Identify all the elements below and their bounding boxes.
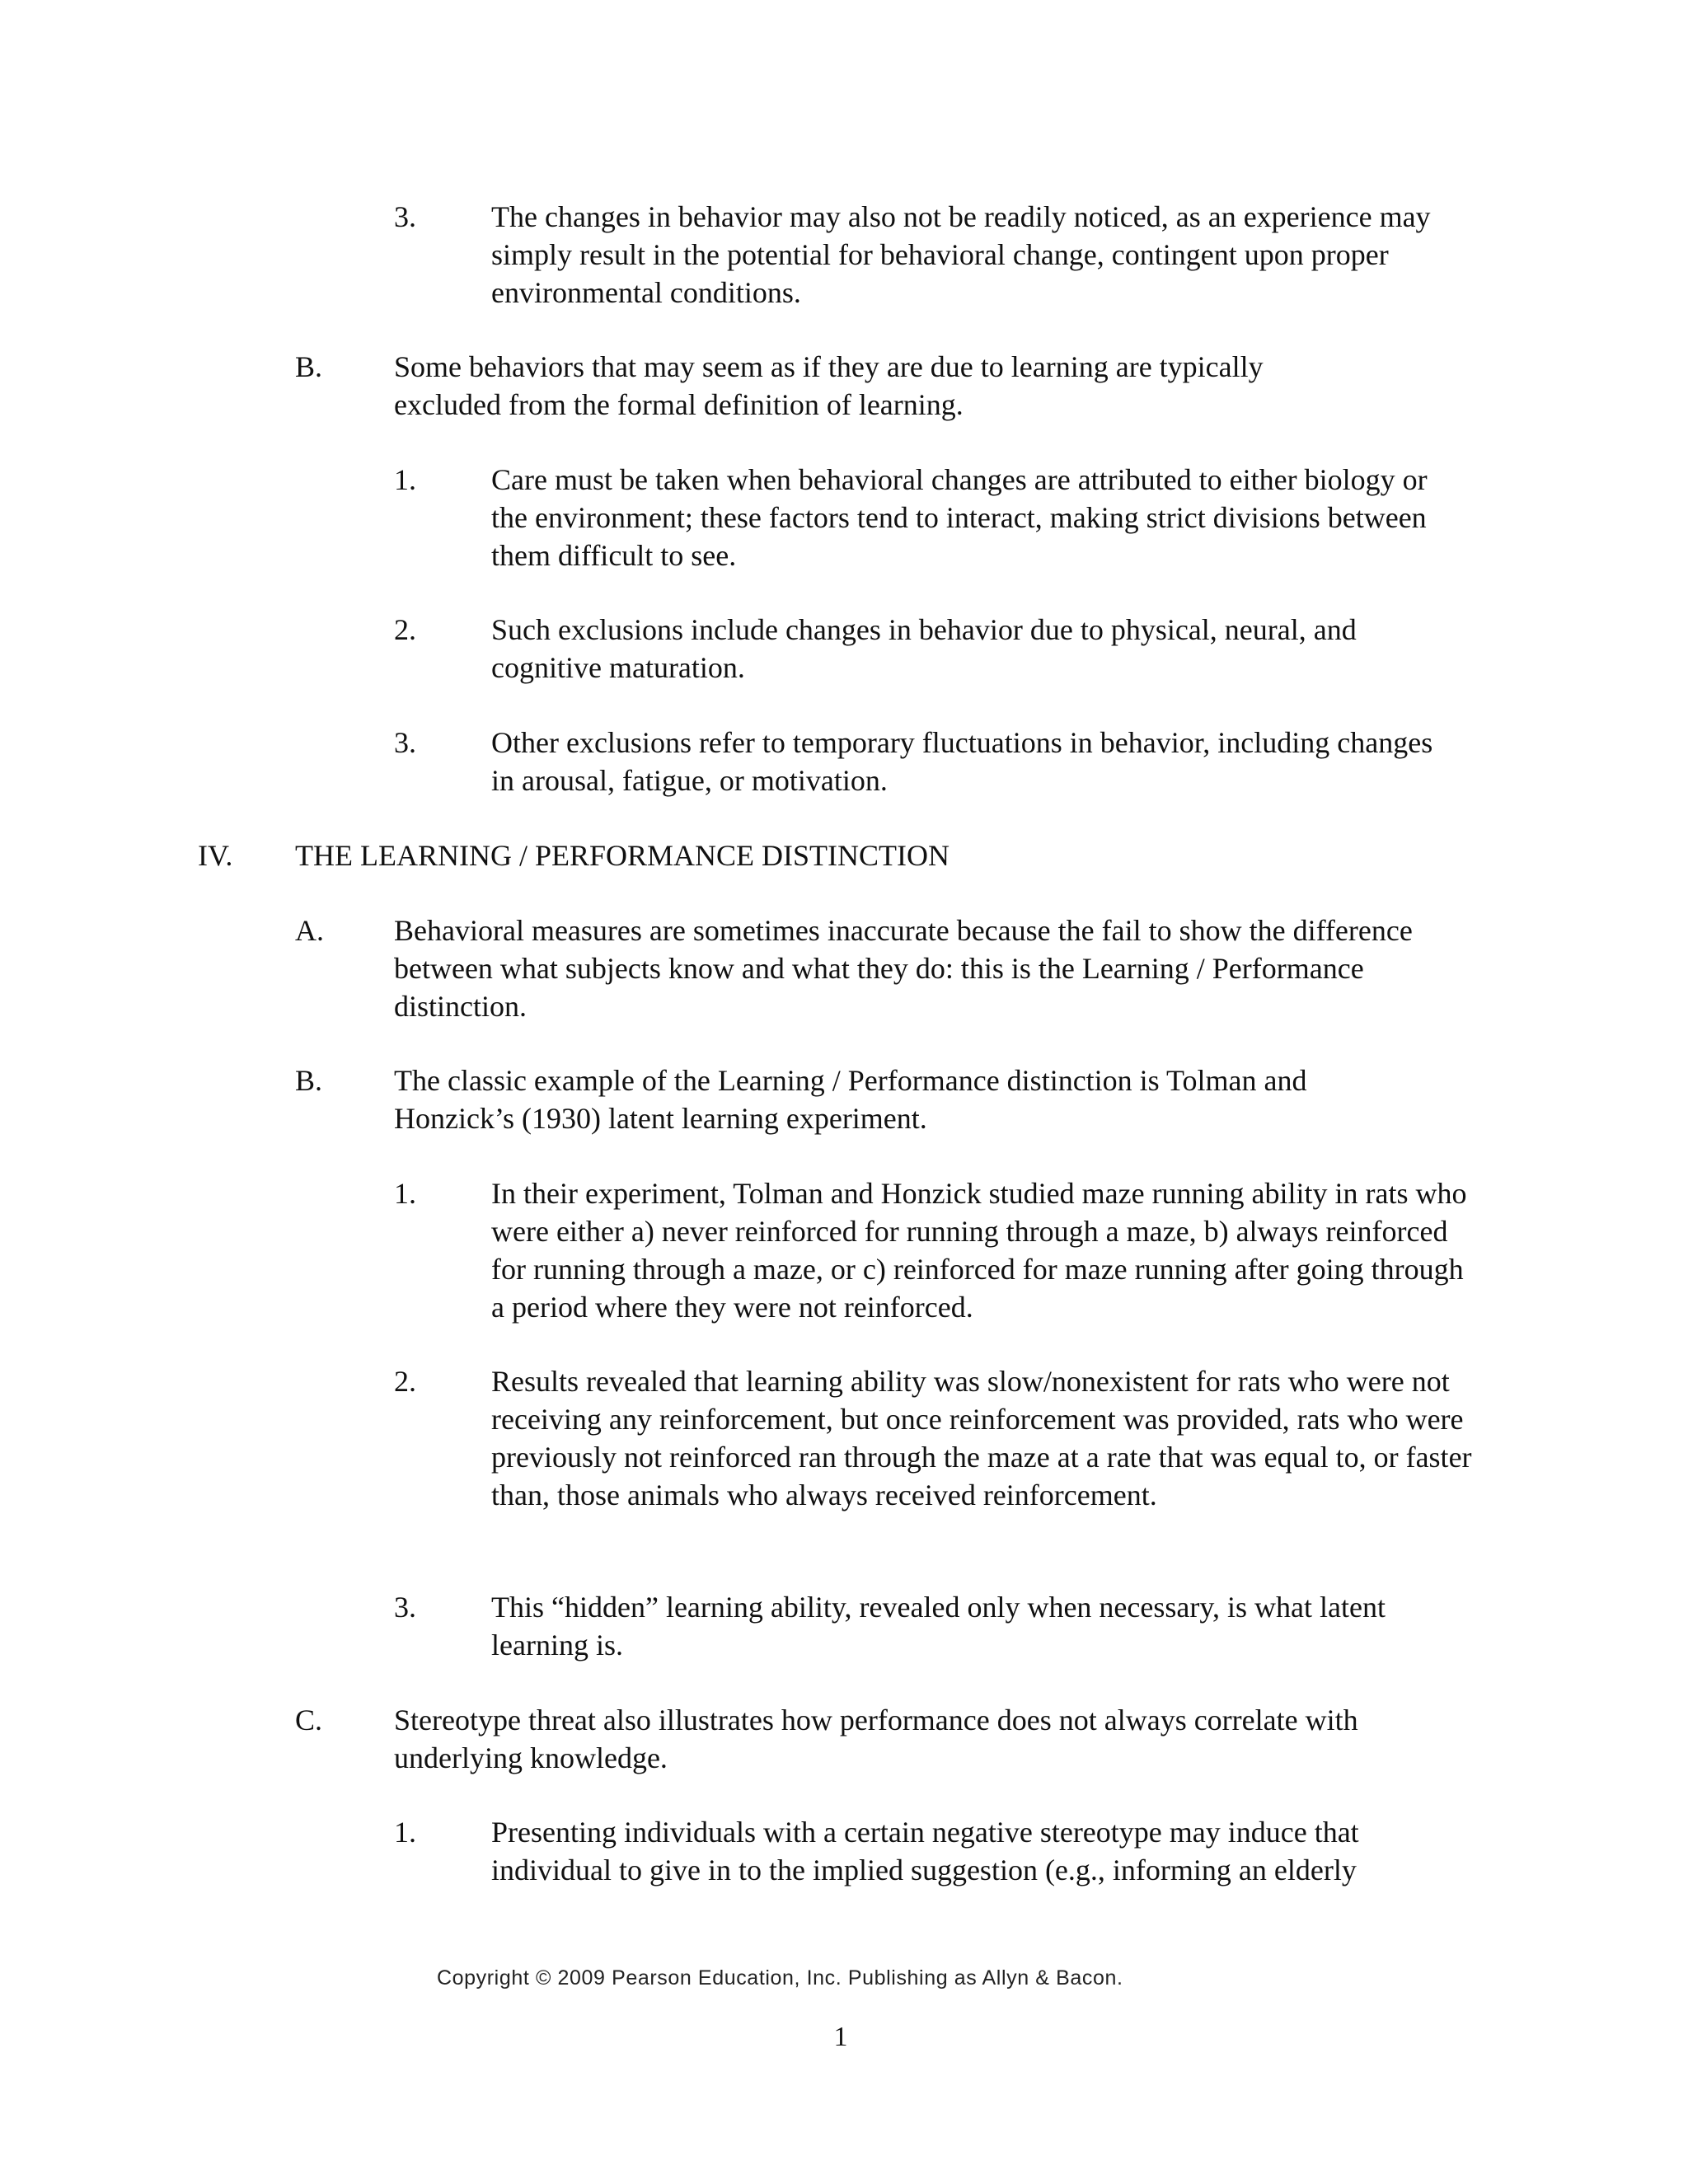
item-letter: C. bbox=[295, 1704, 323, 1736]
item-number: 1. bbox=[394, 463, 416, 496]
page-number: 1 bbox=[833, 2022, 848, 2052]
item-number: 3. bbox=[394, 1591, 416, 1624]
item-text: Other exclusions refer to temporary fluctuations in behavior, including changes in arousal, fatigue, or motivation. bbox=[491, 726, 1433, 797]
item-text: Results revealed that learning ability was slow/nonexistent for rats who were not receiving any reinforcement, but once reinforcement was provided, rats who were previously not reinforced ran through the maze at a rate that was equal to, or faster than, those animals who always received reinforcement. bbox=[491, 1365, 1472, 1511]
item-text: Behavioral measures are sometimes inaccurate because the fail to show the difference between what subjects know and what they do: this is the Learning / Performance distinction. bbox=[394, 914, 1413, 1023]
item-text: Some behaviors that may seem as if they are due to learning are typically excluded from the formal definition of learning. bbox=[394, 350, 1264, 421]
item-text: The classic example of the Learning / Performance distinction is Tolman and Honzick’s (1930) latent learning experiment. bbox=[394, 1064, 1307, 1135]
copyright-notice: Copyright © 2009 Pearson Education, Inc. Publishing as Allyn & Bacon. bbox=[437, 1966, 1123, 1990]
item-number: 1. bbox=[394, 1816, 416, 1849]
section-title: THE LEARNING / PERFORMANCE DISTINCTION bbox=[295, 839, 950, 872]
section-numeral: IV. bbox=[198, 839, 233, 872]
item-number: 3. bbox=[394, 200, 416, 233]
item-text: Presenting individuals with a certain negative stereotype may induce that individual to give in to the implied suggestion (e.g., informing an elderly bbox=[491, 1816, 1359, 1886]
item-text: Such exclusions include changes in behavior due to physical, neural, and cognitive maturation. bbox=[491, 613, 1357, 684]
item-text: Care must be taken when behavioral changes are attributed to either biology or the environment; these factors tend to interact, making strict divisions between them difficult to see. bbox=[491, 463, 1428, 572]
item-number: 2. bbox=[394, 613, 416, 646]
item-text: In their experiment, Tolman and Honzick studied maze running ability in rats who were either a) never reinforced for running through a maze, b) always reinforced for running through a maze, or c) reinforced for maze running after going through a period where they were not reinforced. bbox=[491, 1177, 1467, 1324]
item-letter: A. bbox=[295, 914, 324, 947]
item-text: This “hidden” learning ability, revealed only when necessary, is what latent learning is. bbox=[491, 1591, 1386, 1661]
item-text: Stereotype threat also illustrates how performance does not always correlate with underlying knowledge. bbox=[394, 1704, 1358, 1774]
item-letter: B. bbox=[295, 350, 323, 383]
item-number: 2. bbox=[394, 1365, 416, 1398]
item-text: The changes in behavior may also not be readily noticed, as an experience may simply result in the potential for behavioral change, contingent upon proper environmental conditions. bbox=[491, 200, 1431, 309]
item-letter: B. bbox=[295, 1064, 323, 1097]
item-number: 3. bbox=[394, 726, 416, 759]
item-number: 1. bbox=[394, 1177, 416, 1210]
